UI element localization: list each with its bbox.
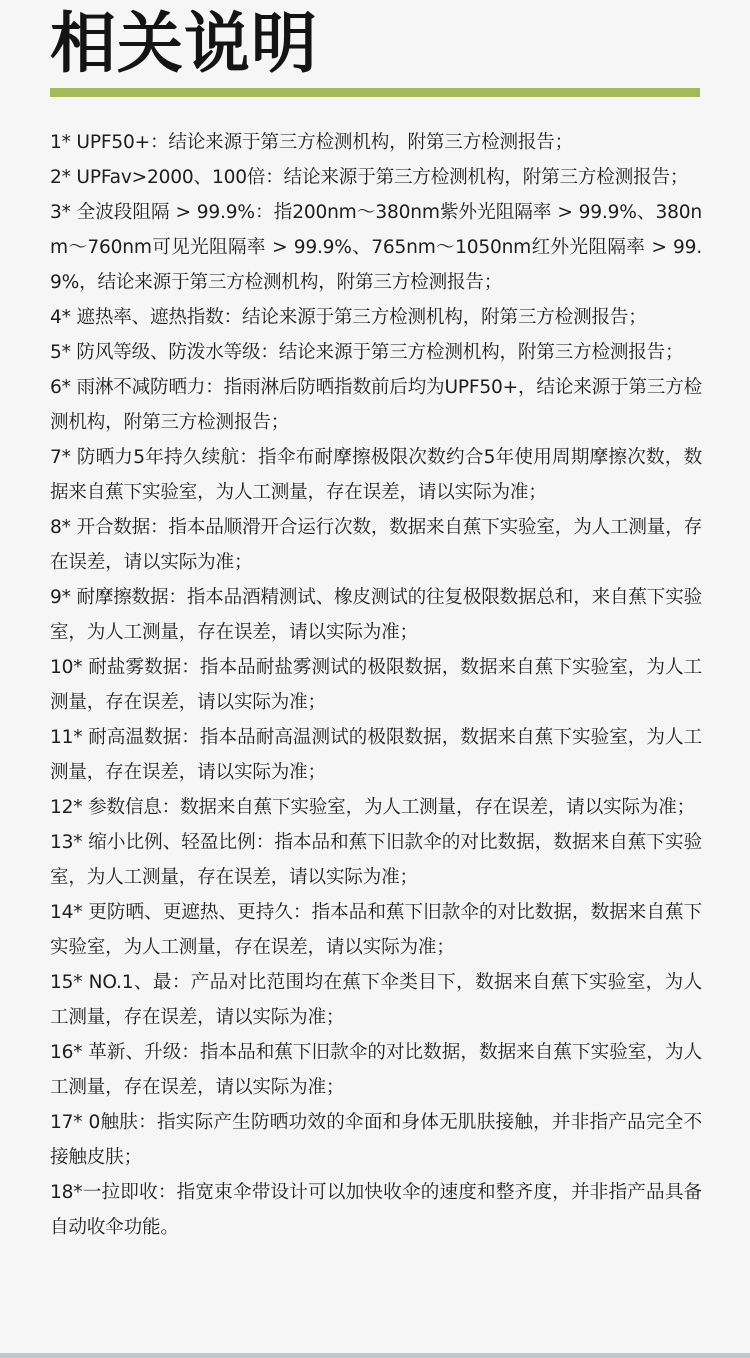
note-item: 8* 开合数据：指本品顺滑开合运行次数，数据来自蕉下实验室，为人工测量，存在误差，请以实际为准；	[50, 517, 702, 573]
note-item: 10* 耐盐雾数据：指本品耐盐雾测试的极限数据，数据来自蕉下实验室，为人工测量，存在误差，请以实际为准；	[50, 657, 702, 713]
note-item: 9* 耐摩擦数据：指本品酒精测试、橡皮测试的往复极限数据总和，来自蕉下实验室，为人工测量，存在误差，请以实际为准；	[50, 587, 702, 643]
notes-list	[50, 125, 702, 1245]
page-title: 相关说明	[50, 5, 318, 82]
note-item: 2* UPFav>2000、100倍：结论来源于第三方检测机构，附第三方检测报告；	[50, 167, 689, 188]
note-item: 7* 防晒力5年持久续航：指伞布耐摩擦极限次数约合5年使用周期摩擦次数，数据来自蕉下实验室，为人工测量，存在误差，请以实际为准；	[50, 447, 702, 503]
bottom-scroll-bar	[0, 1353, 750, 1358]
note-item: 16* 革新、升级：指本品和蕉下旧款伞的对比数据，数据来自蕉下实验室，为人工测量，存在误差，请以实际为准；	[50, 1042, 702, 1098]
title-divider	[50, 88, 700, 97]
note-item: 18*一拉即收：指宽束伞带设计可以加快收伞的速度和整齐度，并非指产品具备自动收伞功能。	[50, 1182, 702, 1238]
note-item: 12* 参数信息：数据来自蕉下实验室，为人工测量，存在误差，请以实际为准；	[50, 797, 696, 818]
note-item: 4* 遮热率、遮热指数：结论来源于第三方检测机构，附第三方检测报告；	[50, 307, 647, 328]
note-item: 15* NO.1、最：产品对比范围均在蕉下伞类目下，数据来自蕉下实验室，为人工测量，存在误差，请以实际为准；	[50, 972, 702, 1028]
note-item: 13* 缩小比例、轻盈比例：指本品和蕉下旧款伞的对比数据，数据来自蕉下实验室，为人工测量，存在误差，请以实际为准；	[50, 832, 702, 888]
note-item: 1* UPF50+：结论来源于第三方检测机构，附第三方检测报告；	[50, 132, 574, 153]
note-item: 5* 防风等级、防泼水等级：结论来源于第三方检测机构，附第三方检测报告；	[50, 342, 684, 363]
note-item: 14* 更防晒、更遮热、更持久：指本品和蕉下旧款伞的对比数据，数据来自蕉下实验室，为人工测量，存在误差，请以实际为准；	[50, 902, 702, 958]
note-item: 6* 雨淋不减防晒力：指雨淋后防晒指数前后均为UPF50+，结论来源于第三方检测机构，附第三方检测报告；	[50, 377, 702, 433]
note-item: 17* 0触肤：指实际产生防晒功效的伞面和身体无肌肤接触，并非指产品完全不接触皮肤；	[50, 1112, 702, 1168]
note-item: 11* 耐高温数据：指本品耐高温测试的极限数据，数据来自蕉下实验室，为人工测量，存在误差，请以实际为准；	[50, 727, 702, 783]
note-item: 3* 全波段阻隔 > 99.9%：指200nm～380nm紫外光阻隔率 > 99.9%、380nm～760nm可见光阻隔率 > 99.9%、765nm～1050nm红外光阻隔率 > 99.9%，结论来源于第三方检测机构，附第三方检测报告；	[50, 202, 702, 293]
